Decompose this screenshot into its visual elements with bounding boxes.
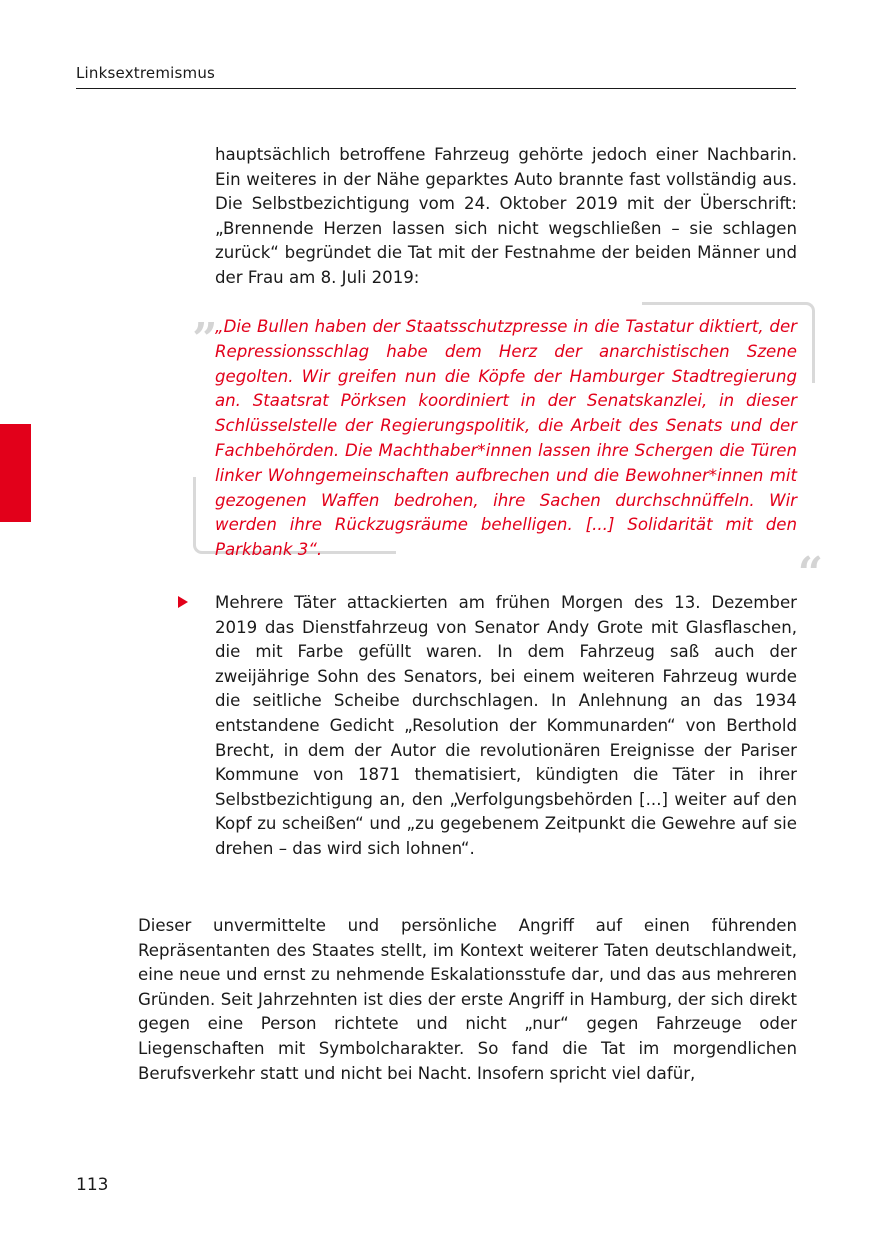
body-paragraph-2: Dieser unvermittelte und persönliche Angriff auf einen führenden Repräsentanten des Staates stellt, im Kontext weiterer Taten deutschlandweit, eine neue und ernst zu nehmende Eskalationsstufe dar, und das aus mehreren Gründen. Seit Jahrzehnten ist dies der erste Angriff in Hamburg, der sich direkt gegen eine Person richtete und nicht „nur“ gegen Fahrzeuge oder Liegenschaften mit Symbolcharakter. So fand die Tat im morgendlichen Berufsverkehr statt und nicht bei Nacht. Insofern spricht viel dafür, — [138, 916, 797, 1083]
chapter-tab-marker — [0, 424, 31, 522]
page-number: 113 — [76, 1175, 109, 1195]
running-header: Linksextremismus — [76, 64, 796, 89]
body-paragraph-1: hauptsächlich betroffene Fahrzeug gehörte jedoch einer Nachbarin. Ein weiteres in der Nähe geparktes Auto brannte fast vollständig aus. Die Selbstbezichtigung vom 24. Oktober 2019 mit der Überschrift: „Brennende Herzen lassen sich nicht wegschließen – sie schlagen zurück“ begründet die Tat mit der Festnahme der beiden Männer und der Frau am 8. Juli 2019: — [215, 145, 797, 287]
close-quote-icon: “ — [797, 548, 823, 599]
open-quote-icon: „ — [193, 289, 219, 340]
blockquote-text: „Die Bullen haben der Staatsschutzpresse in die Tastatur diktiert, der Repressionsschlag habe dem Herz der anarchistischen Szene gegolten. Wir greifen nun die Köpfe der Hamburger Stadtregierung an. Staatsrat Pörksen koordiniert in der Senatskanzlei, in dieser Schlüsselstelle der Regierungspolitik, die Arbeit des Senats und der Fachbehörden. Die Machthaber*innen lassen ihre Schergen die Türen linker Wohngemeinschaften aufbrechen und die Bewohner*innen mit gezogenen Waffen bedrohen, ihre Sachen durchschnüffeln. Wir werden ihre Rückzugsräume behelligen. [...] Solidarität mit den Parkbank 3“. — [215, 317, 797, 560]
triangle-bullet-icon — [178, 596, 188, 608]
bullet-list-item: Mehrere Täter attackierten am frühen Morgen des 13. Dezember 2019 das Dienstfahrzeug von Senator Andy Grote mit Glasflaschen, die mit Farbe gefüllt waren. In dem Fahrzeug saß auch der zweijährige Sohn des Senators, bei einem weiteren Fahrzeug wurde die seitliche Scheibe durchschlagen. In Anlehnung an das 1934 entstandene Gedicht „Resolution der Kommunarden“ von Berthold Brecht, in dem der Autor die revolutionären Ereignisse der Pariser Kommune von 1871 thematisiert, kündigten die Täter in ihrer Selbstbezichtigung an, den „Verfolgungsbehörden [...] weiter auf den Kopf zu scheißen“ und „zu gegebenem Zeitpunkt die Gewehre auf sie drehen – das wird sich lohnen“. — [215, 593, 797, 858]
